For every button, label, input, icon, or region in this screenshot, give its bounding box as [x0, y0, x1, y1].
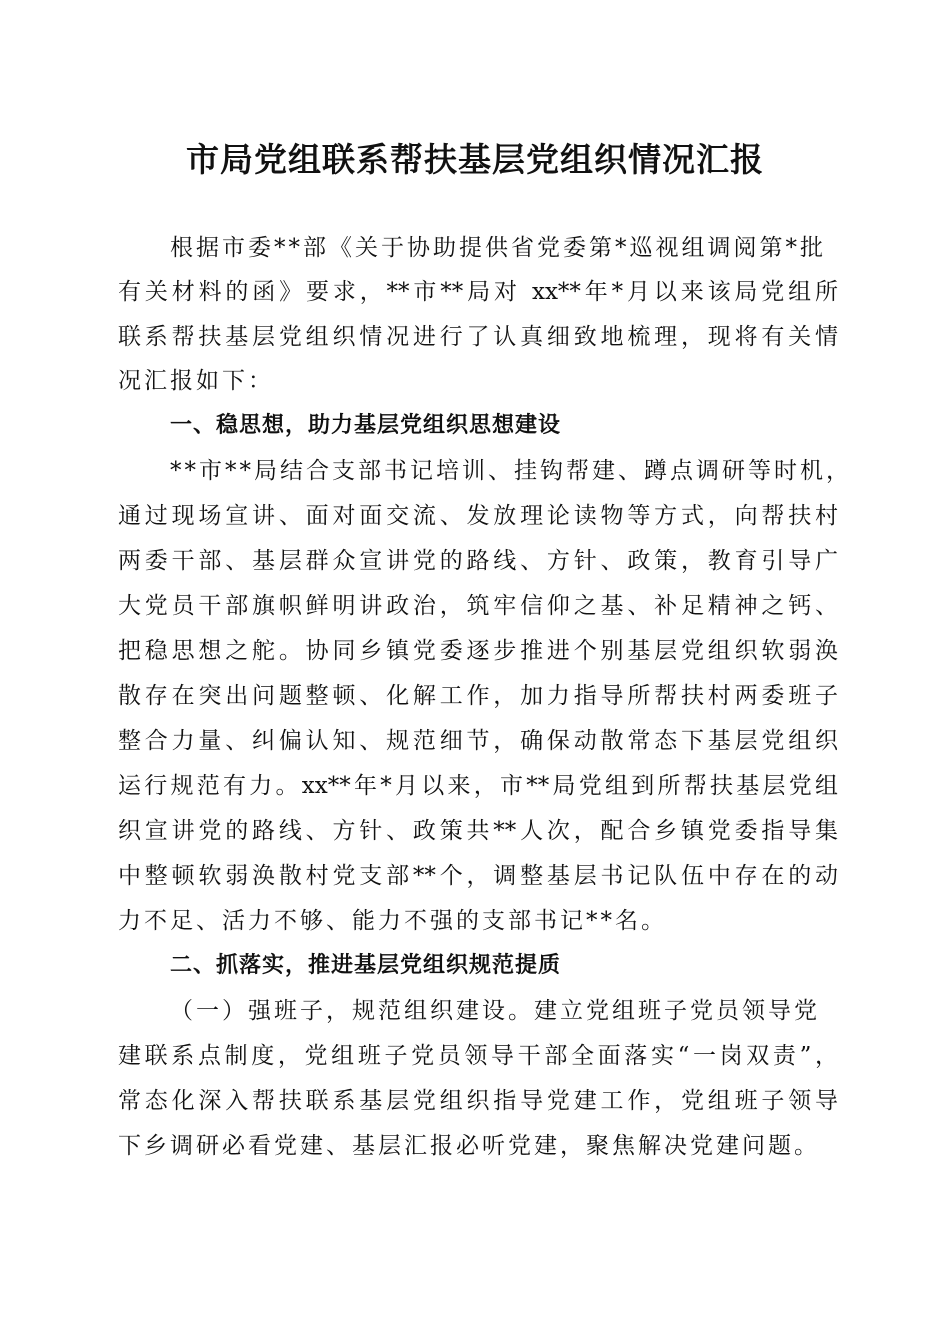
paragraph-line: 织宣讲党的路线、方针、政策共**人次，配合乡镇党委指导集: [118, 818, 838, 844]
paragraph-line: 两委干部、基层群众宣讲党的路线、方针、政策，教育引导广: [118, 548, 838, 574]
paragraph-line: 运行规范有力。xx**年*月以来，市**局党组到所帮扶基层党组: [118, 773, 838, 799]
paragraph-line: 有关材料的函》要求，**市**局对 xx**年*月以来该局党组所: [118, 279, 838, 305]
paragraph-line: 中整顿软弱涣散村党支部**个，调整基层书记队伍中存在的动: [118, 863, 838, 889]
paragraph-line: （一）强班子，规范组织建设。建立党组班子党员领导党: [170, 998, 820, 1024]
paragraph-line: 散存在突出问题整顿、化解工作，加力指导所帮扶村两委班子: [118, 683, 838, 709]
paragraph-line: 大党员干部旗帜鲜明讲政治，筑牢信仰之基、补足精神之钙、: [118, 593, 838, 619]
paragraph-line: 通过现场宣讲、面对面交流、发放理论读物等方式，向帮扶村: [118, 503, 838, 529]
paragraph-line: **市**局结合支部书记培训、挂钩帮建、蹲点调研等时机，: [170, 458, 852, 484]
paragraph-line: 常态化深入帮扶联系基层党组织指导党建工作，党组班子领导: [118, 1088, 838, 1114]
paragraph-line: 根据市委**部《关于协助提供省党委第*巡视组调阅第*批: [170, 235, 826, 261]
paragraph-line: 建联系点制度，党组班子党员领导干部全面落实“一岗双责”，: [118, 1043, 838, 1069]
document-title: 市局党组联系帮扶基层党组织情况汇报: [186, 140, 764, 179]
section-heading: 一、稳思想，助力基层党组织思想建设: [170, 413, 562, 438]
paragraph-line: 把稳思想之舵。协同乡镇党委逐步推进个别基层党组织软弱涣: [118, 638, 838, 664]
section-heading: 二、抓落实，推进基层党组织规范提质: [170, 953, 562, 978]
paragraph-line: 力不足、活力不够、能力不强的支部书记**名。: [118, 908, 667, 934]
paragraph-line: 整合力量、纠偏认知、规范细节，确保动散常态下基层党组织: [118, 728, 838, 754]
paragraph-line: 联系帮扶基层党组织情况进行了认真细致地梳理，现将有关情: [118, 324, 838, 350]
paragraph-line: 况汇报如下：: [118, 368, 274, 394]
paragraph-line: 下乡调研必看党建、基层汇报必听党建，聚焦解决党建问题。: [118, 1133, 820, 1159]
